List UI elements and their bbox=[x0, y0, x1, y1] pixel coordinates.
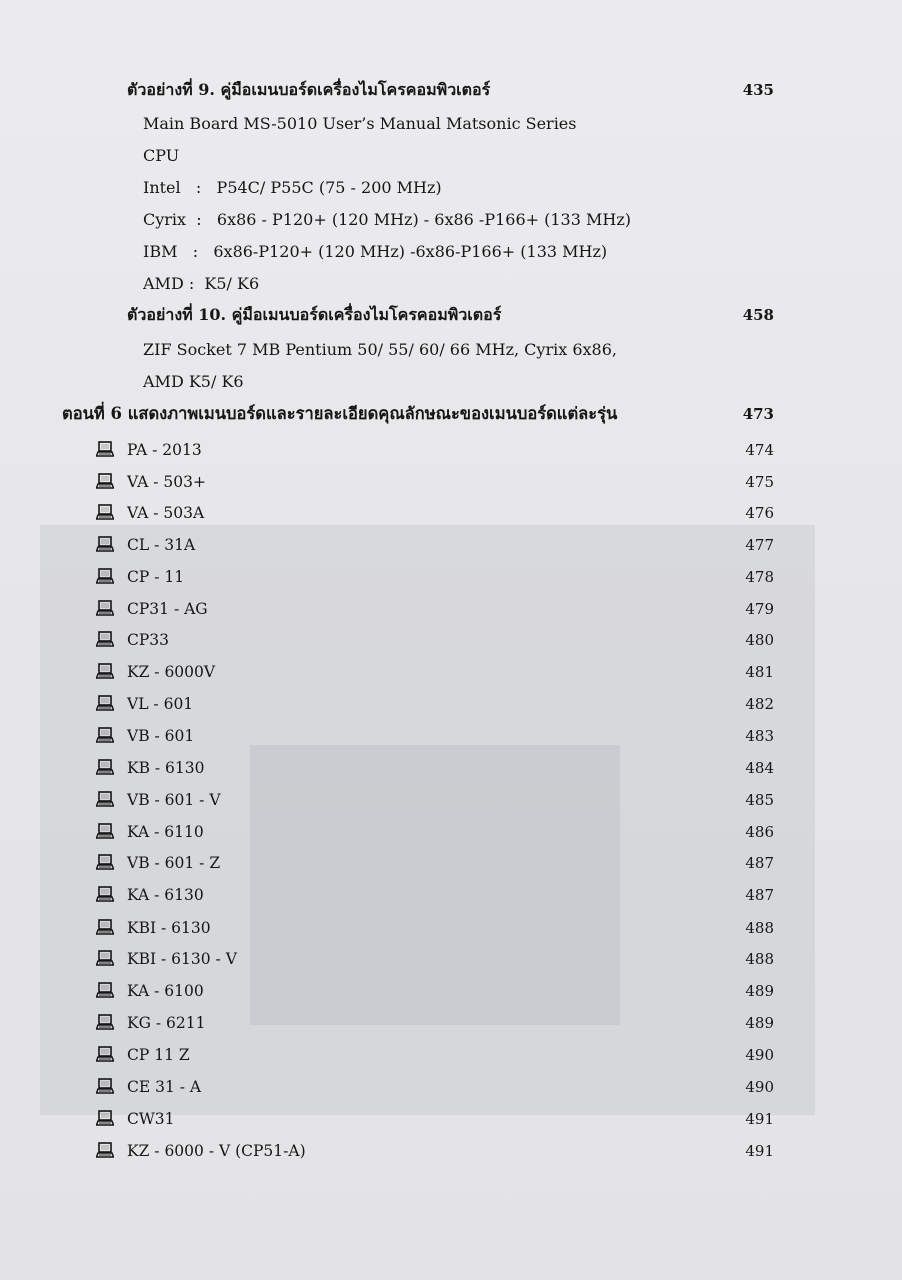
board-model: KBI - 6130 bbox=[127, 919, 211, 937]
board-model: VB - 601 - V bbox=[127, 791, 221, 809]
board-model: KG - 6211 bbox=[127, 1014, 206, 1032]
board-model: CP - 11 bbox=[127, 568, 185, 586]
board-model: VA - 503+ bbox=[127, 473, 206, 491]
computer-icon bbox=[96, 1046, 114, 1063]
page-number: 491 bbox=[745, 1142, 774, 1160]
computer-icon bbox=[96, 823, 114, 840]
page-number: 482 bbox=[745, 695, 774, 713]
list-item bbox=[0, 624, 902, 656]
computer-icon bbox=[96, 536, 114, 553]
board-model: VL - 601 bbox=[127, 695, 194, 713]
page-number: 489 bbox=[745, 1014, 774, 1032]
list-item bbox=[0, 1071, 902, 1103]
board-model: PA - 2013 bbox=[127, 441, 202, 459]
page-number: 486 bbox=[745, 823, 774, 841]
page-number: 474 bbox=[745, 441, 774, 459]
board-model: CE 31 - A bbox=[127, 1078, 202, 1096]
board-model: CP31 - AG bbox=[127, 600, 208, 618]
board-model: VB - 601 bbox=[127, 727, 195, 745]
computer-icon bbox=[96, 759, 114, 776]
board-model: CW31 bbox=[127, 1110, 175, 1128]
detail-text: Main Board MS-5010 User’s Manual Matsonic Series bbox=[143, 114, 577, 133]
computer-icon bbox=[96, 791, 114, 808]
computer-icon bbox=[96, 1142, 114, 1159]
page-number: 475 bbox=[745, 473, 774, 491]
list-item bbox=[0, 466, 902, 498]
list-item bbox=[0, 497, 902, 529]
list-item bbox=[0, 593, 902, 625]
computer-icon bbox=[96, 473, 114, 490]
toc-heading: ตัวอย่างที่ 10. คู่มือเมนบอร์ดเครื่องไมโครคอมพิวเตอร์ bbox=[127, 305, 502, 324]
list-item bbox=[0, 529, 902, 561]
page-number: 483 bbox=[745, 727, 774, 745]
toc-detail-line bbox=[0, 204, 902, 236]
page-number: 484 bbox=[745, 759, 774, 777]
page-number: 479 bbox=[745, 600, 774, 618]
page-number: 458 bbox=[742, 306, 774, 324]
computer-icon bbox=[96, 982, 114, 999]
board-model: KB - 6130 bbox=[127, 759, 205, 777]
page-number: 480 bbox=[745, 631, 774, 649]
detail-text: Intel : P54C/ P55C (75 - 200 MHz) bbox=[143, 178, 442, 197]
list-item bbox=[0, 879, 902, 911]
page-number: 490 bbox=[745, 1078, 774, 1096]
board-model: KZ - 6000 - V (CP51-A) bbox=[127, 1142, 306, 1160]
detail-text: AMD : K5/ K6 bbox=[143, 274, 260, 293]
computer-icon bbox=[96, 504, 114, 521]
toc-heading-row bbox=[0, 74, 902, 106]
computer-icon bbox=[96, 1014, 114, 1031]
board-model: CP33 bbox=[127, 631, 170, 649]
toc-detail-line bbox=[0, 334, 902, 366]
board-model: VB - 601 - Z bbox=[127, 854, 221, 872]
page-number: 487 bbox=[745, 886, 774, 904]
list-item bbox=[0, 1135, 902, 1167]
computer-icon bbox=[96, 695, 114, 712]
page-number: 478 bbox=[745, 568, 774, 586]
page-number: 485 bbox=[745, 791, 774, 809]
computer-icon bbox=[96, 631, 114, 648]
board-model: CP 11 Z bbox=[127, 1046, 190, 1064]
page-number: 477 bbox=[745, 536, 774, 554]
page-number: 488 bbox=[745, 919, 774, 937]
list-item bbox=[0, 816, 902, 848]
computer-icon bbox=[96, 441, 114, 458]
list-item bbox=[0, 784, 902, 816]
part-heading-row bbox=[0, 398, 902, 430]
page-number: 491 bbox=[745, 1110, 774, 1128]
list-item bbox=[0, 1039, 902, 1071]
toc-detail-line bbox=[0, 366, 902, 398]
list-item bbox=[0, 912, 902, 944]
list-item bbox=[0, 720, 902, 752]
computer-icon bbox=[96, 854, 114, 871]
board-model: KZ - 6000V bbox=[127, 663, 216, 681]
board-model: KA - 6130 bbox=[127, 886, 204, 904]
board-model: KA - 6110 bbox=[127, 823, 204, 841]
toc-detail-line bbox=[0, 140, 902, 172]
computer-icon bbox=[96, 568, 114, 585]
list-item bbox=[0, 975, 902, 1007]
computer-icon bbox=[96, 919, 114, 936]
computer-icon bbox=[96, 600, 114, 617]
detail-text: ZIF Socket 7 MB Pentium 50/ 55/ 60/ 66 MHz, Cyrix 6x86, bbox=[143, 340, 617, 359]
page-number: 476 bbox=[745, 504, 774, 522]
list-item bbox=[0, 943, 902, 975]
part-heading: ตอนที่ 6 แสดงภาพเมนบอร์ดและรายละเอียดคุณลักษณะของเมนบอร์ดแต่ละรุ่น bbox=[62, 404, 618, 423]
list-item bbox=[0, 847, 902, 879]
computer-icon bbox=[96, 950, 114, 967]
list-item bbox=[0, 1007, 902, 1039]
detail-text: CPU bbox=[143, 146, 180, 165]
toc-detail-line bbox=[0, 268, 902, 300]
page-number: 490 bbox=[745, 1046, 774, 1064]
board-model: KBI - 6130 - V bbox=[127, 950, 237, 968]
list-item bbox=[0, 656, 902, 688]
toc-heading: ตัวอย่างที่ 9. คู่มือเมนบอร์ดเครื่องไมโครคอมพิวเตอร์ bbox=[127, 80, 491, 99]
list-item bbox=[0, 688, 902, 720]
page-number: 473 bbox=[742, 405, 774, 423]
detail-text: IBM : 6x86-P120+ (120 MHz) -6x86-P166+ (133 MHz) bbox=[143, 242, 608, 261]
computer-icon bbox=[96, 663, 114, 680]
page-number: 488 bbox=[745, 950, 774, 968]
computer-icon bbox=[96, 1110, 114, 1127]
detail-text: Cyrix : 6x86 - P120+ (120 MHz) - 6x86 -P166+ (133 MHz) bbox=[143, 210, 632, 229]
computer-icon bbox=[96, 727, 114, 744]
page-number: 435 bbox=[742, 81, 774, 99]
toc-detail-line bbox=[0, 108, 902, 140]
board-model: CL - 31A bbox=[127, 536, 196, 554]
detail-text: AMD K5/ K6 bbox=[143, 372, 244, 391]
board-model: VA - 503A bbox=[127, 504, 205, 522]
computer-icon bbox=[96, 1078, 114, 1095]
list-item bbox=[0, 434, 902, 466]
list-item bbox=[0, 752, 902, 784]
board-model: KA - 6100 bbox=[127, 982, 204, 1000]
toc-detail-line bbox=[0, 172, 902, 204]
page-number: 481 bbox=[745, 663, 774, 681]
list-item bbox=[0, 1103, 902, 1135]
computer-icon bbox=[96, 886, 114, 903]
page-number: 487 bbox=[745, 854, 774, 872]
page-number: 489 bbox=[745, 982, 774, 1000]
toc-detail-line bbox=[0, 236, 902, 268]
toc-heading-row bbox=[0, 299, 902, 331]
list-item bbox=[0, 561, 902, 593]
